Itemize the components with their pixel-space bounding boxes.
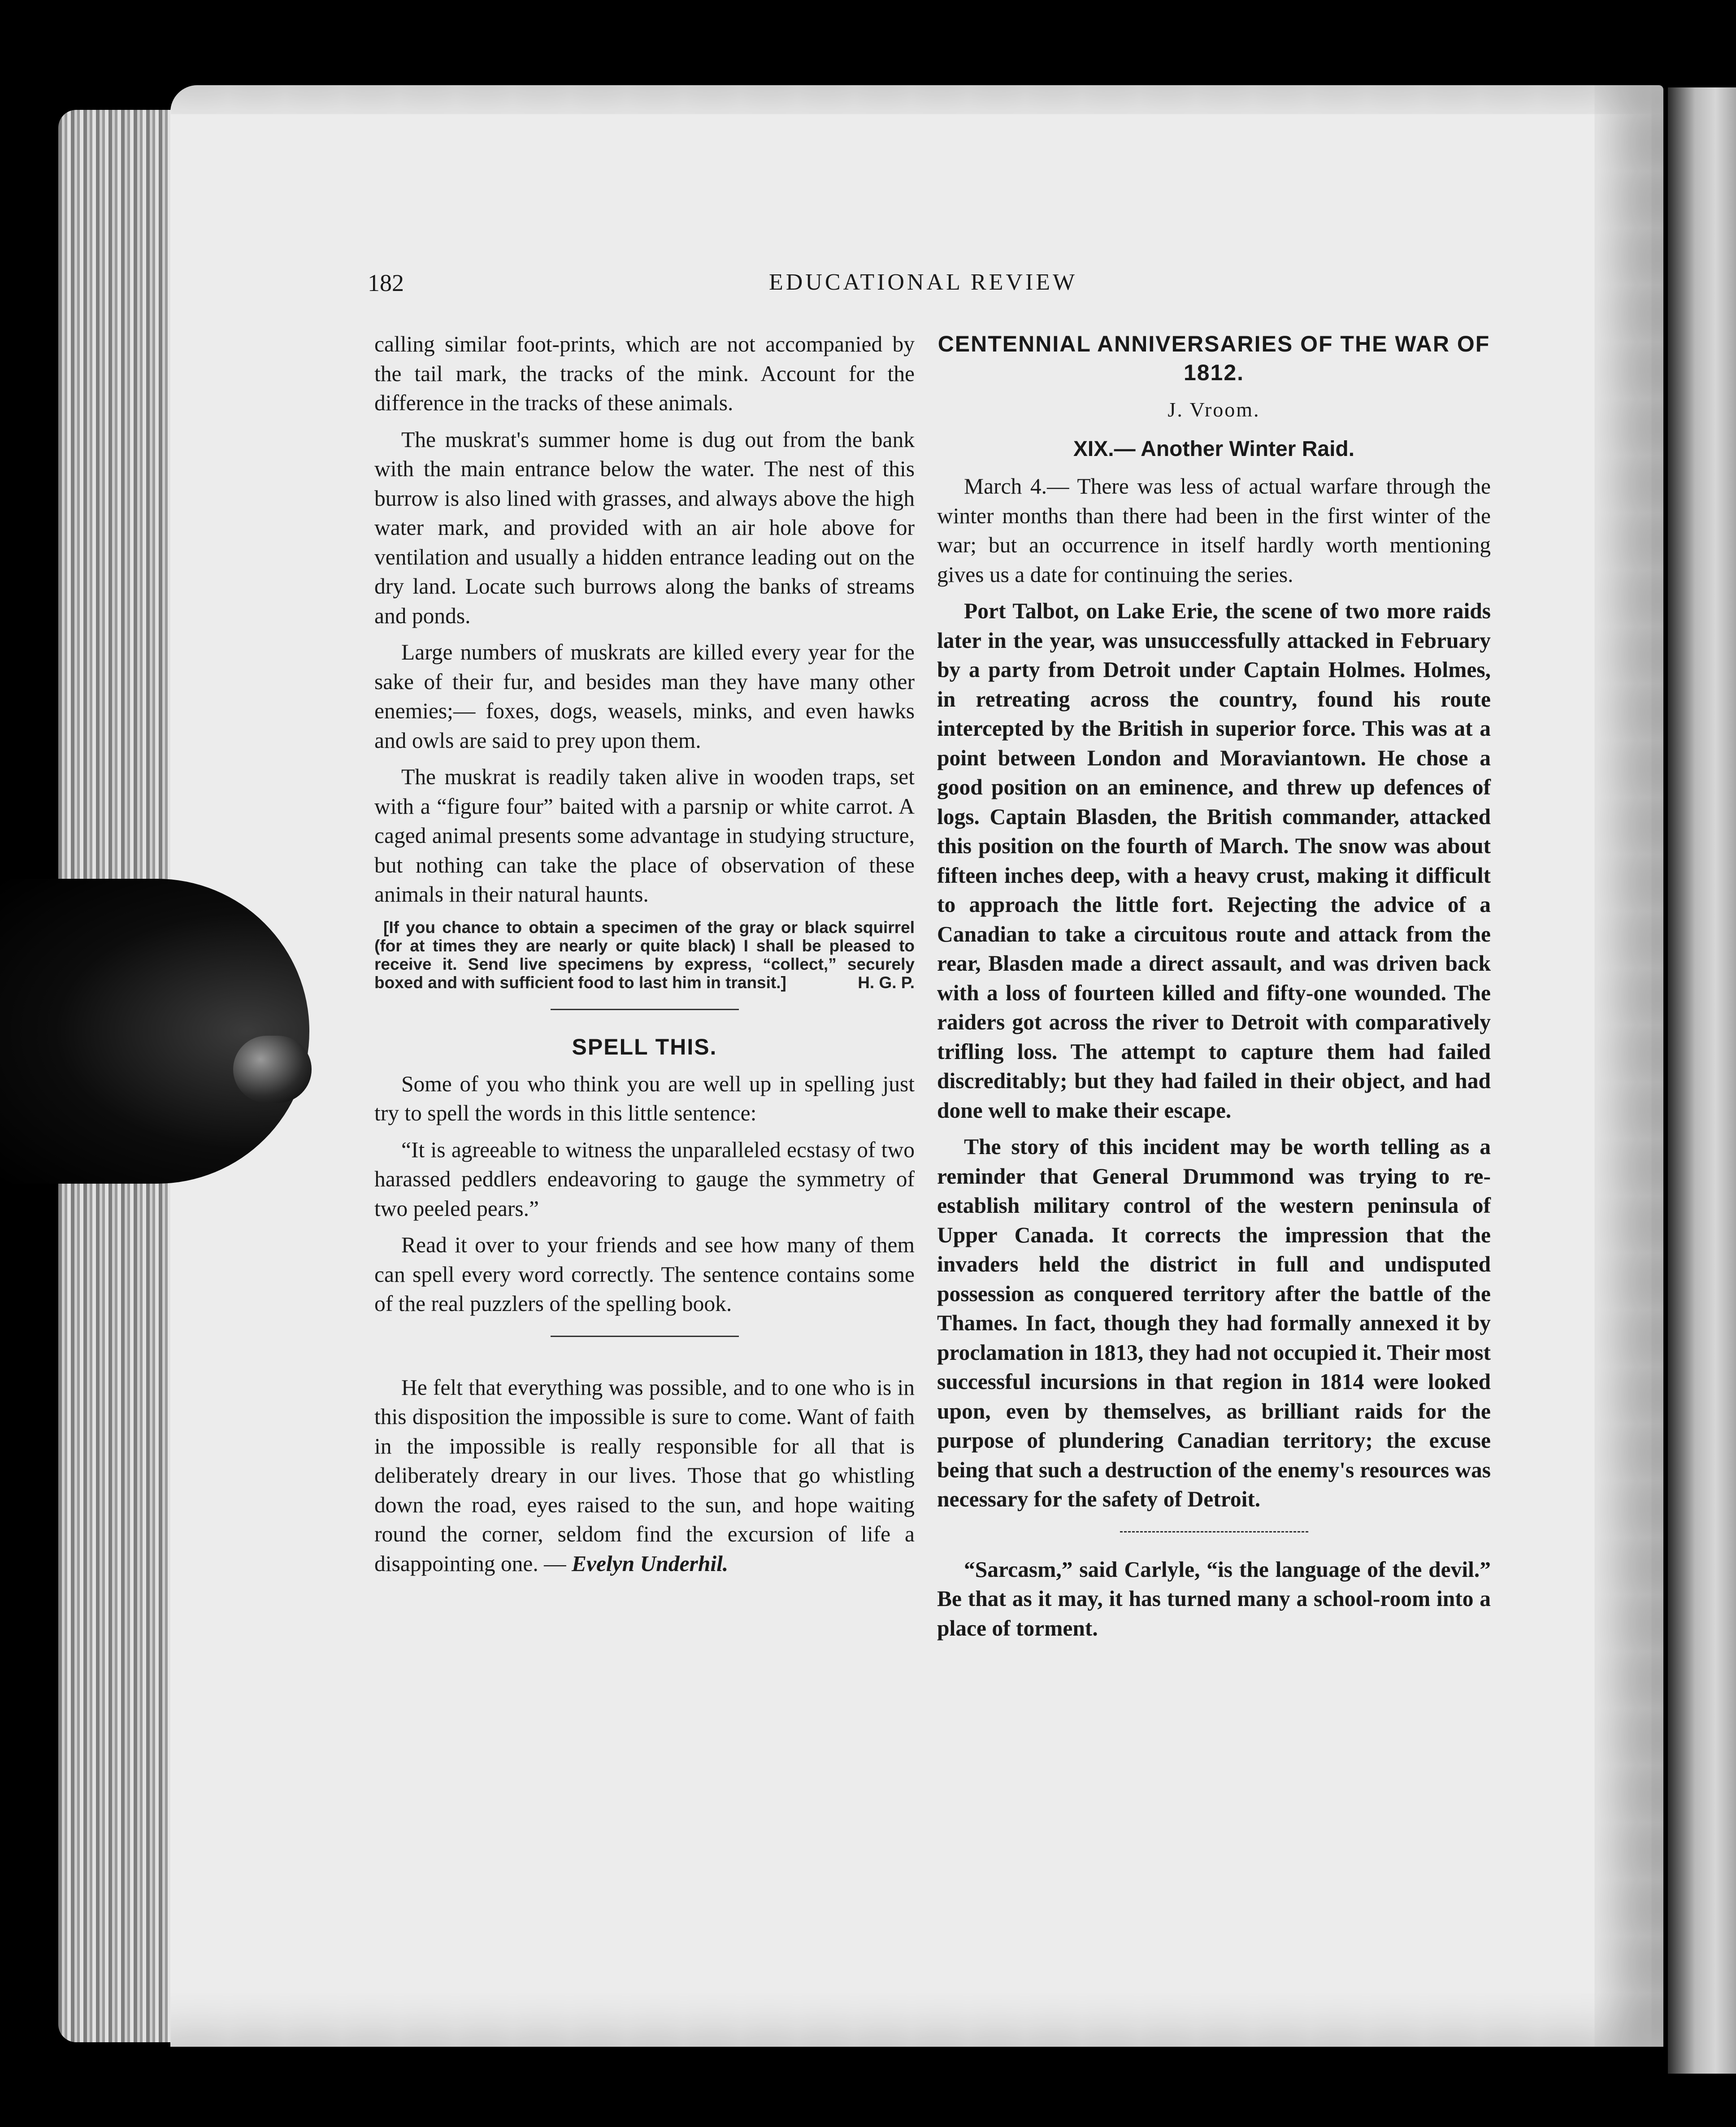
- muskrat-paragraph-3: Large numbers of muskrats are killed every year for the sake of their fur, and besides man they have many other enemies;— foxes, dogs, weasels, minks, and even hawks and owls are said to prey upon them.: [374, 640, 915, 753]
- right-column: [937, 330, 1491, 1643]
- running-head: [368, 269, 1587, 309]
- editor-note: [374, 918, 915, 992]
- faith-paragraph-text: He felt that everything was possible, and to one who is in this disposition the impossible is sure to come. Want of faith in the impossible is really responsible for all that is deliberately dreary in our lives. Those that go whistling down the road, eyes raised to the sun, and hope waiting round the corner, seldom find the excursion of life a disappointing one. —: [374, 1375, 915, 1576]
- article-heading: CENTENNIAL ANNIVERSARIES OF THE WAR OF 1812.: [937, 331, 1490, 385]
- article-paragraph-1: March 4.— There was less of actual warfare through the winter months than there had been in the first winter of the war; but an occurrence in itself hardly worth mentioning gives us a date for continuing the series.: [937, 474, 1491, 587]
- journal-title: EDUCATIONAL REVIEW: [769, 269, 1078, 295]
- page-number: 182: [368, 269, 404, 296]
- section-divider: [551, 1009, 739, 1010]
- left-column: [374, 330, 915, 1578]
- sarcasm-paragraph: “Sarcasm,” said Carlyle, “is the language of the devil.” Be that as it may, it has turned many a school-room into a place of torment.: [937, 1557, 1491, 1641]
- muskrat-paragraph-1: calling similar foot-prints, which are not accompanied by the tail mark, the tracks of the mink. Account for the difference in the tracks of these animals.: [374, 332, 915, 415]
- editor-note-text: [If you chance to obtain a specimen of the gray or black squirrel (for at times they are nearly or quite black) I shall be pleased to receive it. Send live specimens by express, “collect,” securely boxed and with sufficient food to last him in transit.]: [374, 918, 915, 992]
- muskrat-paragraph-4: The muskrat is readily taken alive in wooden traps, set with a “figure four” baited with a parsnip or white carrot. A caged animal presents some advantage in studying structure, but nothing can take the place of observation of these animals in their natural haunts.: [374, 764, 915, 907]
- article-subheading: XIX.— Another Winter Raid.: [1073, 437, 1355, 461]
- section-divider: [1120, 1531, 1308, 1532]
- faith-paragraph: [374, 1373, 915, 1579]
- spell-paragraph-1: Some of you who think you are well up in spelling just try to spell the words in this little sentence:: [374, 1071, 915, 1125]
- article-paragraph-3: The story of this incident may be worth telling as a reminder that General Drummond was trying to re-establish military control of the western peninsula of Upper Canada. It corrects the impression that the invaders held the district in full and undisputed possession as conquered territory after the battle of the Thames. In fact, though they had formally annexed it by proclamation in 1813, they had not occupied it. Their most successful incursions in that region in 1814 were looked upon, even by themselves, as brilliant raids for the purpose of plundering Canadian territory; the excuse being that such a destruction of the enemy's resources was necessary for the safety of Detroit.: [937, 1134, 1491, 1511]
- faith-quote-author: Evelyn Underhil.: [571, 1551, 729, 1576]
- spell-paragraph-2: Read it over to your friends and see how many of them can spell every word correctly. The sentence contains some of the real puzzlers of the spelling book.: [374, 1233, 915, 1316]
- spell-this-heading: SPELL THIS.: [572, 1034, 717, 1059]
- book-right-edge: [1668, 87, 1736, 2074]
- muskrat-paragraph-2: The muskrat's summer home is dug out from the bank with the main entrance below the water. The nest of this burrow is also lined with grasses, and always above the high water mark, and provided with an air hole above for ventilation and usually a hidden entrance leading out on the dry land. Locate such burrows along the banks of streams and ponds.: [374, 427, 915, 628]
- editor-note-signature: H. G. P.: [858, 973, 915, 992]
- thumb-shadow: [0, 879, 309, 1184]
- section-divider: [551, 1336, 739, 1337]
- spell-quote: “It is agreeable to witness the unparalleled ecstasy of two harassed peddlers endeavoring to gauge the symmetry of two peeled pears.”: [374, 1137, 915, 1221]
- article-author: J. Vroom.: [1167, 398, 1260, 421]
- thumb-nail: [233, 1036, 312, 1103]
- article-paragraph-2: Port Talbot, on Lake Erie, the scene of two more raids later in the year, was unsuccessfully attacked in February by a party from Detroit under Captain Holmes. Holmes, in retreating across the country, found his route intercepted by the British in superior force. This was at a point between London and Moraviantown. He chose a good position on an eminence, and threw up defences of logs. Captain Blasden, the British commander, attacked this position on the fourth of March. The snow was about fifteen inches deep, with a heavy crust, making it difficult to approach the little fort. Rejecting the advice of a Canadian to take a circuitous route and attack from the rear, Blasden made a direct assault, and was driven back with a loss of fourteen killed and fifty-one wounded. The raiders got across the river to Detroit with comparatively trifling loss. The attempt to capture them had failed discreditably; but they had failed in their object, and had done well to make their escape.: [937, 599, 1491, 1123]
